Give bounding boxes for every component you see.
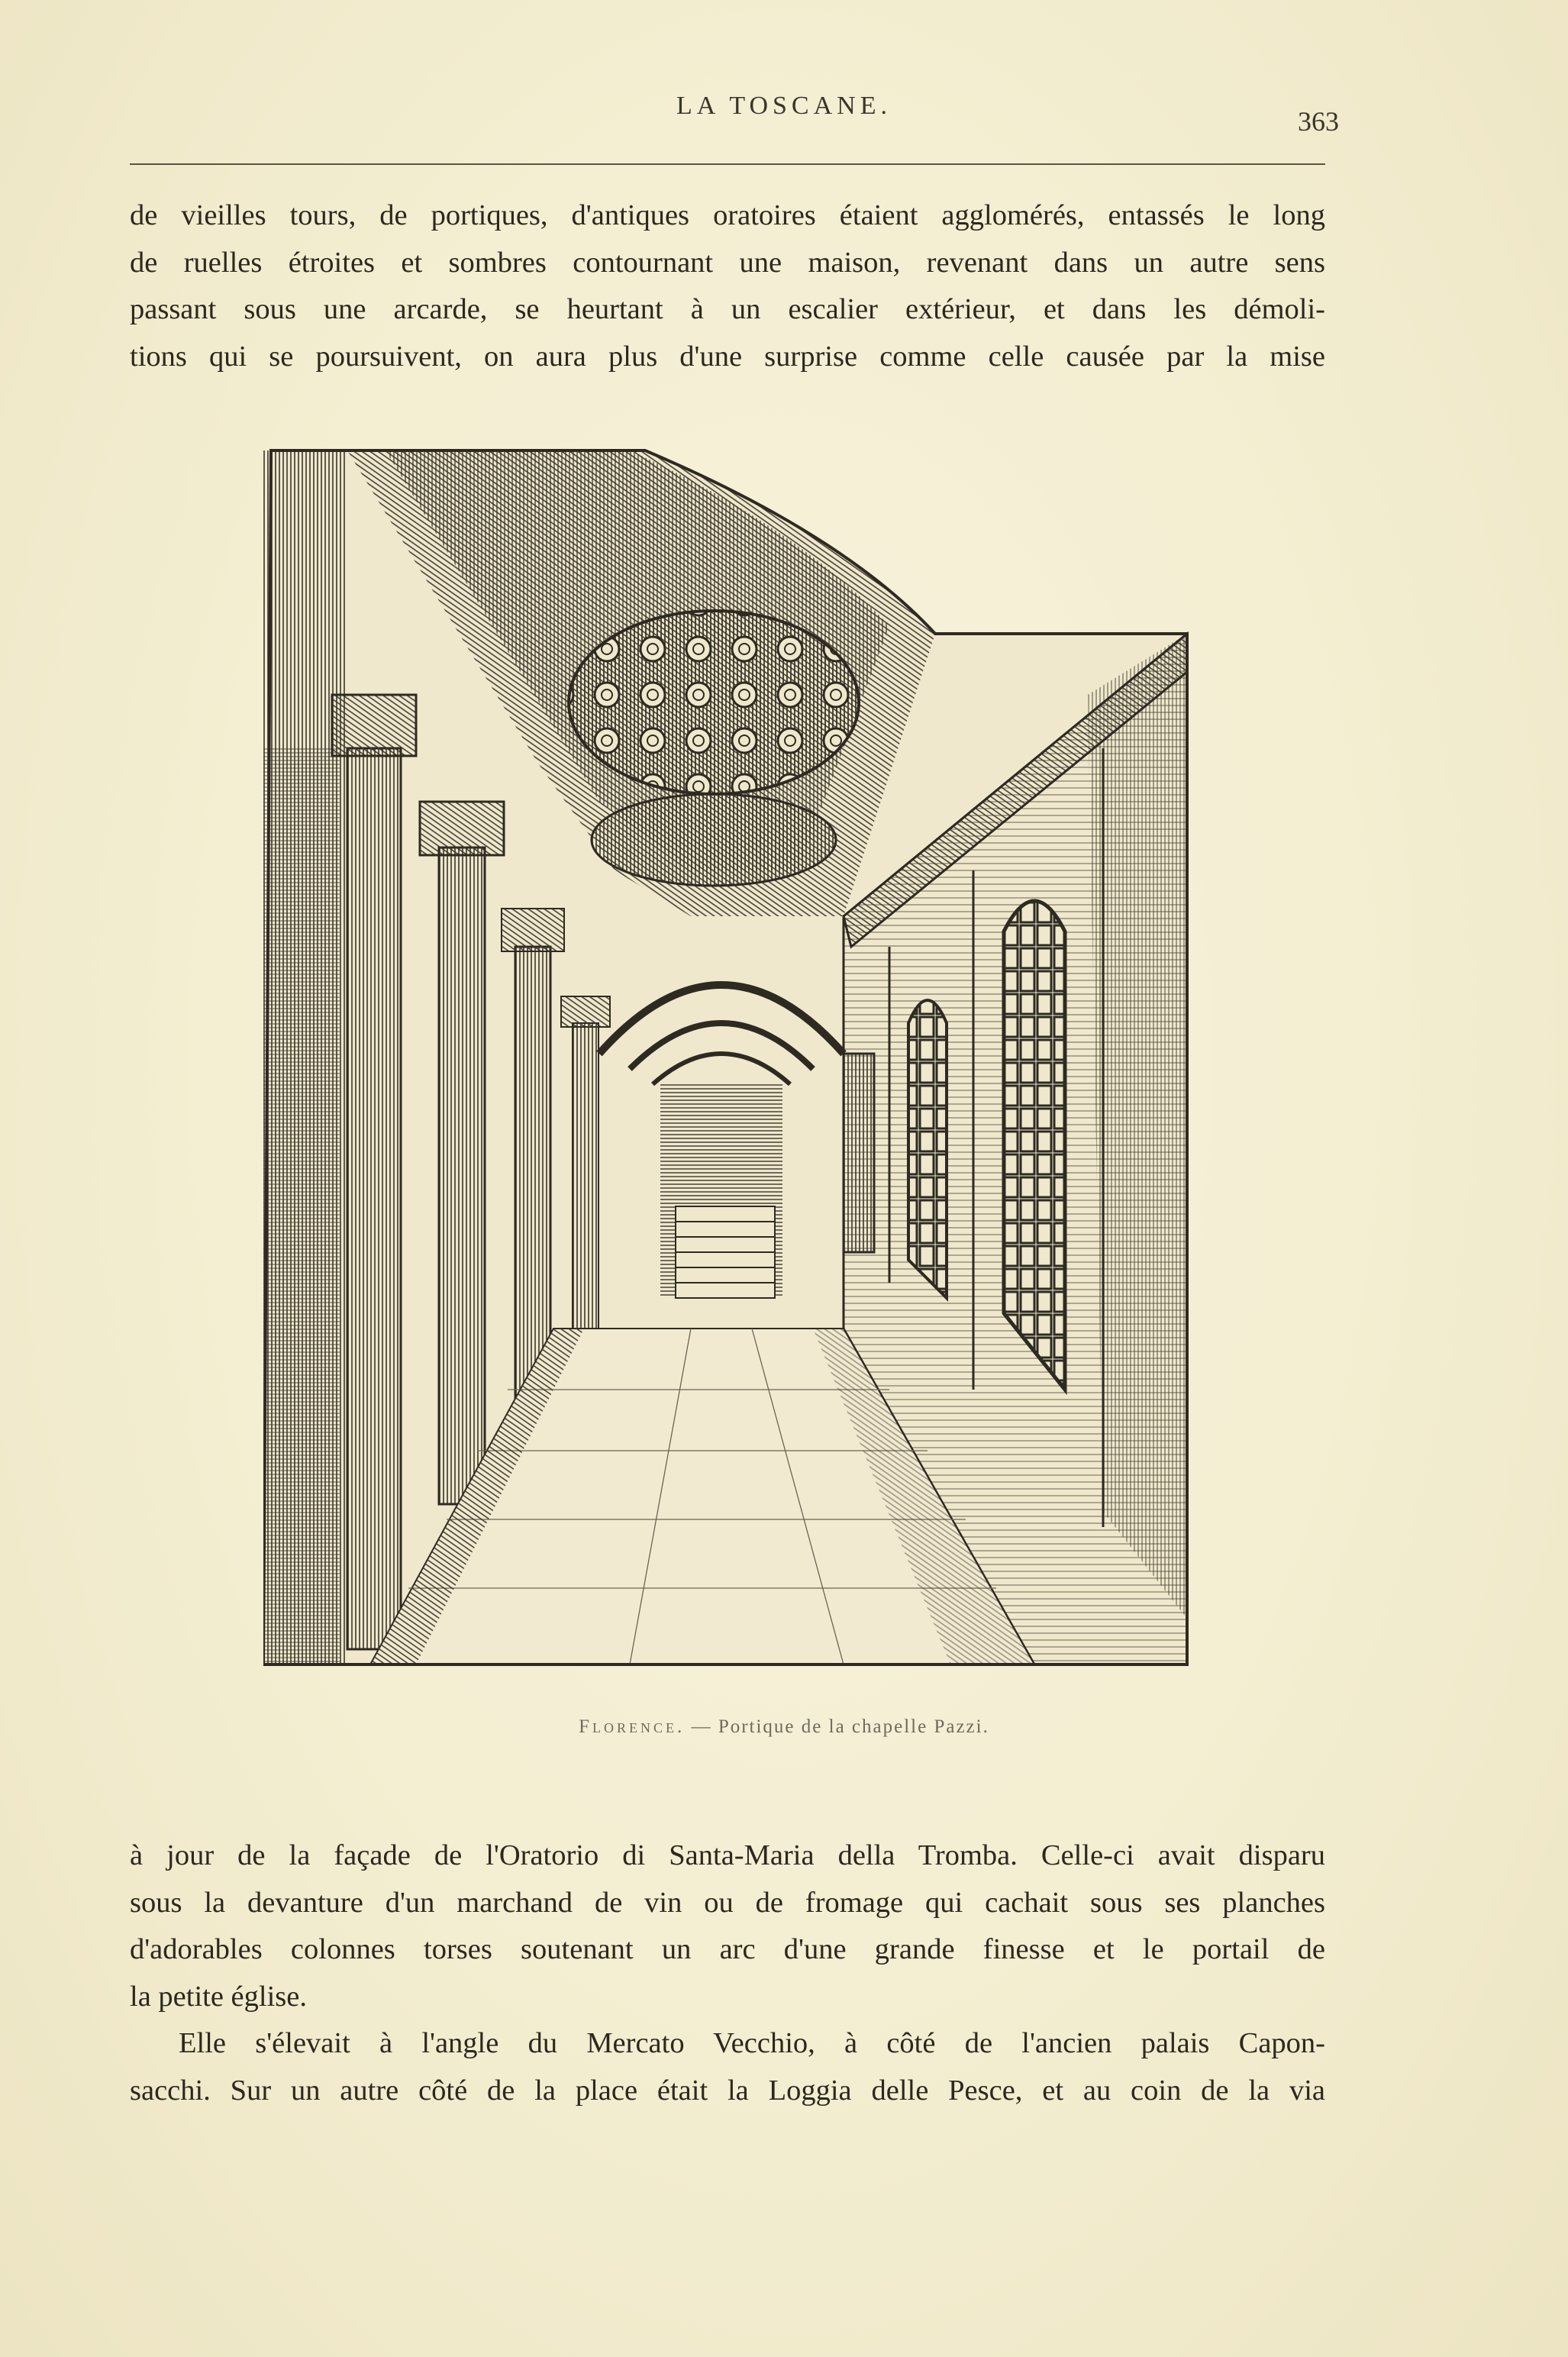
page-number: 363: [1298, 106, 1339, 137]
body-text-top: [130, 192, 1325, 380]
text-line: de ruelles étroites et sombres contournant une maison, revenant dans un autre sens: [130, 246, 1325, 279]
text-line: à jour de la façade de l'Oratorio di Santa-Maria della Tromba. Celle-ci avait disparu: [130, 1839, 1325, 1871]
body-text-bottom: [130, 1832, 1325, 2114]
text-line: la petite église.: [130, 1980, 307, 2013]
text-line: passant sous une arcarde, se heurtant à un escalier extérieur, et dans les démoli-: [130, 293, 1325, 325]
caption-place: Florence.: [579, 1716, 686, 1737]
text-line: de vieilles tours, de portiques, d'antiques oratoires étaient agglomérés, entassés le long: [130, 199, 1325, 231]
running-title: LA TOSCANE.: [676, 92, 892, 120]
text-line: d'adorables colonnes torses soutenant un arc d'une grande finesse et le portail de: [130, 1933, 1325, 1965]
caption-text: Portique de la chapelle Pazzi.: [718, 1716, 989, 1737]
text-line: tions qui se poursuivent, on aura plus d'une surprise comme celle causée par la mise: [130, 340, 1325, 373]
header-rule: [130, 163, 1325, 165]
caption-separator: —: [691, 1716, 712, 1737]
text-line: sous la devanture d'un marchand de vin ou de fromage qui cachait sous ses planches: [130, 1886, 1325, 1919]
engraving-illustration: [263, 443, 1189, 1671]
text-line: sacchi. Sur un autre côté de la place était la Loggia delle Pesce, et au coin de la via: [130, 2074, 1325, 2107]
figure-caption: [0, 1716, 1568, 1738]
text-line: Elle s'élevait à l'angle du Mercato Vecchio, à côté de l'ancien palais Capon-: [179, 2027, 1325, 2059]
portico-engraving: [263, 443, 1189, 1671]
